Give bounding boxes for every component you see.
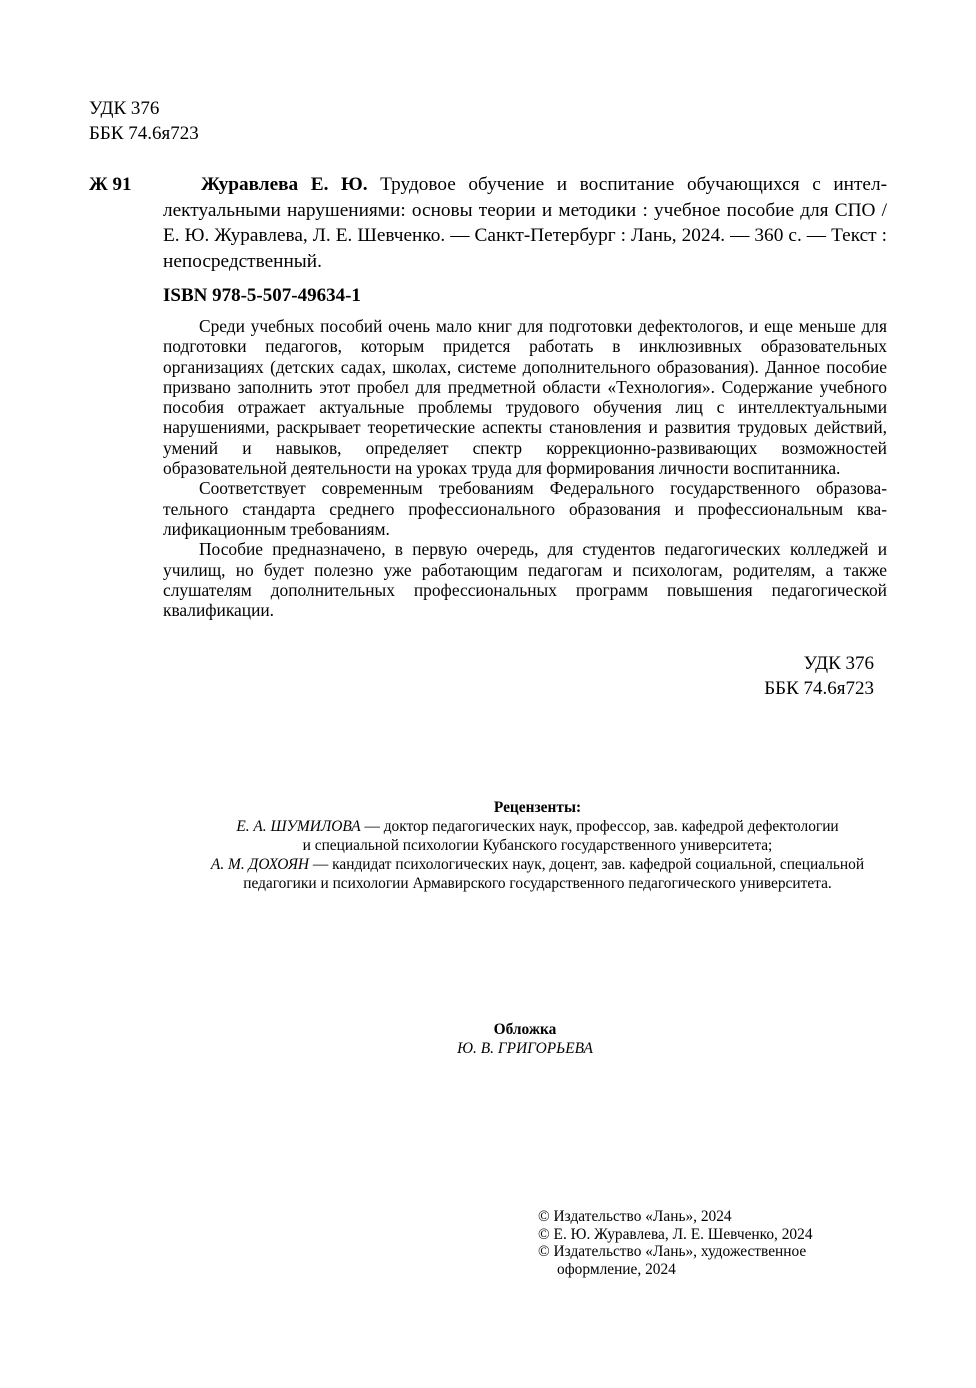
copyright-block	[538, 1208, 898, 1278]
reviewer-2-name: А. М. ДОХОЯН	[210, 856, 310, 873]
bibliographic-description: Трудовое обучение и воспитание обучающихся с интеллектуальными нарушениями: основы теории и методики : учебное пособие для СПО / Е. Ю. Журавлева, Л. Е. Шевченко. — Санкт-Петербург : Лань, 2024. — 360 с. — Текст : непосредственный.	[163, 174, 887, 272]
copyright-line-2: © Е. Ю. Журавлева, Л. Е. Шевченко, 2024	[538, 1225, 813, 1243]
reviewer-2-line-1	[100, 855, 975, 874]
abstract-paragraph-3: Пособие предназначено, в первую очередь, для студентов педагогических колледжей и училищ, но будет полезно уже работающим педагогам и психологам, родителям, а также слушателям дополнительных профессиональных программ повышения педагогической квалификации.	[163, 539, 887, 621]
bbk-code: ББК 74.6я723	[89, 123, 199, 144]
cover-title: Обложка	[493, 1021, 557, 1038]
abstract	[163, 316, 887, 620]
reviewer-2-line-2: педагогики и психологии Армавирского государственного педагогического университета.	[243, 875, 832, 892]
bibliographic-record	[163, 172, 887, 274]
classification-right	[740, 651, 874, 701]
bbk-code-right: ББК 74.6я723	[764, 678, 874, 699]
reviewer-1-name: Е. А. ШУМИЛОВА	[236, 818, 361, 835]
reviewer-1-line-1	[100, 817, 975, 836]
author-name: Журавлева Е. Ю.	[201, 174, 368, 195]
copyright-line-3: © Издательство «Лань», художественное	[538, 1243, 807, 1260]
copyright-line-4: оформление, 2024	[557, 1260, 676, 1278]
cover-credit	[425, 1020, 625, 1058]
abstract-paragraph-2: Соответствует современным требованиям Федерального государственного образовательного стандарта среднего профессионального образования и профессиональным квалификационным требованиям.	[163, 478, 887, 539]
author-code: Ж 91	[89, 174, 132, 195]
reviewer-1-credentials: — доктор педагогических наук, профессор, зав. кафедрой дефектологии	[360, 818, 839, 835]
isbn: ISBN 978-5-507-49634-1	[163, 285, 361, 306]
udk-code-right: УДК 376	[803, 653, 874, 674]
udk-code: УДК 376	[89, 98, 160, 119]
cover-designer: Ю. В. ГРИГОРЬЕВА	[457, 1040, 593, 1057]
abstract-paragraph-1: Среди учебных пособий очень мало книг для подготовки дефектологов, и еще меньше для подготовки педагогов, которым придется работать в инклюзивных образовательных организациях (детских садах, школах, системе дополнительного образования). Данное пособие призвано заполнить этот пробел для предметной области «Технология». Содержание учебного пособия отражает актуальные проблемы трудового обучения лиц с интеллектуальными нарушениями, раскрывает теоретические аспекты становления и развития трудовых действий, умений и навыков, определяет спектр коррекционно-развивающих возможностей образовательной деятельности на уроках труда для формирования личности воспитанника.	[163, 316, 887, 479]
reviewers-block	[100, 798, 975, 893]
reviewer-2-credentials: — кандидат психологических наук, доцент, зав. кафедрой социальной, специальной	[309, 856, 865, 873]
reviewers-title: Рецензенты:	[493, 799, 582, 816]
reviewer-1-line-2: и специальной психологии Кубанского государственного университета;	[302, 837, 773, 854]
copyright-line-1: © Издательство «Лань», 2024	[538, 1208, 732, 1225]
classification-top	[89, 96, 199, 146]
